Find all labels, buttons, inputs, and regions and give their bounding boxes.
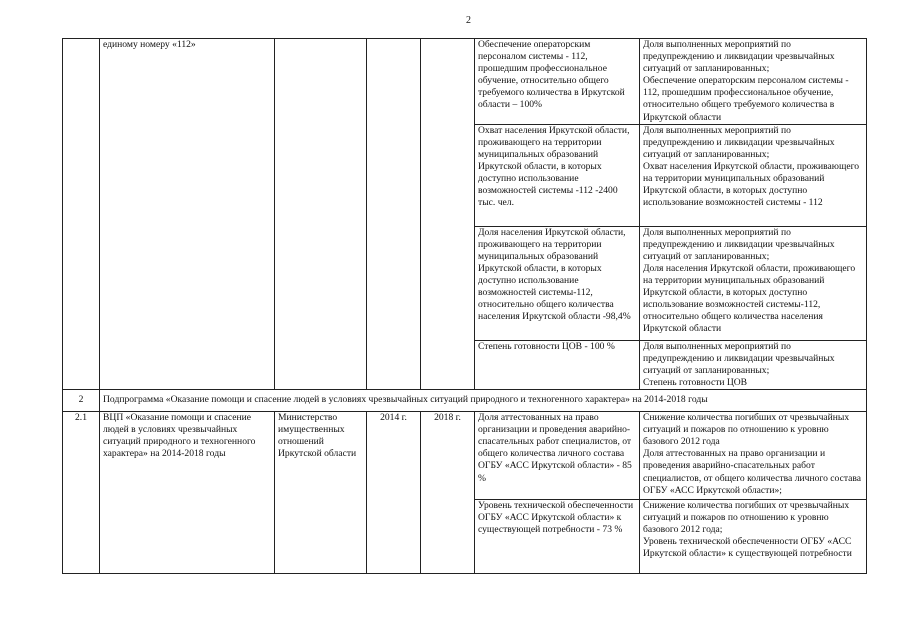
page-number: 2 — [466, 15, 471, 26]
table-row — [63, 39, 867, 125]
result-cell: Доля выполненных мероприятий по предупреждению и ликвидации чрезвычайных ситуаций от запланированных; Обеспечение операторским персоналом системы - 112, прошедшим профессиональное обучение, относительно общего требуемого количества в Иркутской области — [640, 39, 867, 125]
indicator-cell: Обеспечение операторским персоналом системы - 112, прошедшим профессиональное обучение, относительно общего требуемого количества в Иркутской области – 100% — [475, 39, 640, 125]
executor-cell — [275, 39, 367, 390]
name-cell: единому номеру «112» — [100, 39, 275, 390]
num-cell: 2 — [63, 390, 100, 412]
program-table — [62, 38, 867, 574]
indicator-cell: Уровень технической обеспеченности ОГБУ «АСС Иркутской области» к существующей потребности - 73 % — [475, 500, 640, 574]
end-cell — [421, 39, 475, 390]
table-row — [63, 412, 867, 500]
executor-cell: Министерство имущественных отношений Иркутской области — [275, 412, 367, 574]
end-cell: 2018 г. — [421, 412, 475, 574]
indicator-cell: Охват населения Иркутской области, проживающего на территории муниципальных образований Иркутской области, в которых доступно использование возможностей системы -112 -2400 тыс. чел. — [475, 124, 640, 226]
num-cell — [63, 39, 100, 390]
name-cell: ВЦП «Оказание помощи и спасение людей в условиях чрезвычайных ситуаций природного и техногенного характера» на 2014-2018 годы — [100, 412, 275, 574]
num-cell: 2.1 — [63, 412, 100, 574]
indicator-cell: Доля населения Иркутской области, проживающего на территории муниципальных образований Иркутской области, в которых доступно использование возможностей системы-112, относительно общего количества населения Иркутской области -98,4% — [475, 226, 640, 340]
result-cell: Снижение количества погибших от чрезвычайных ситуаций и пожаров по отношению к уровню базового 2012 года Доля аттестованных на право организации и проведения аварийно-спасательных работ специалистов, от общего количества личного состава ОГБУ «АСС Иркутской области»; — [640, 412, 867, 500]
subprogram-title: Подпрограмма «Оказание помощи и спасение людей в условиях чрезвычайных ситуаций природного и техногенного характера» на 2014-2018 годы — [100, 390, 867, 412]
indicator-cell: Доля аттестованных на право организации и проведения аварийно-спасательных работ специалистов, от общего количества личного состава ОГБУ «АСС Иркутской области» - 85 % — [475, 412, 640, 500]
result-cell: Снижение количества погибших от чрезвычайных ситуаций и пожаров по отношению к уровню базового 2012 года; Уровень технической обеспеченности ОГБУ «АСС Иркутской области» к существующей потребности — [640, 500, 867, 574]
start-cell: 2014 г. — [367, 412, 421, 574]
result-cell: Доля выполненных мероприятий по предупреждению и ликвидации чрезвычайных ситуаций от запланированных; Охват населения Иркутской области, проживающего на территории муниципальных образований Иркутской области, в которых доступно использование возможностей системы - 112 — [640, 124, 867, 226]
subprogram-row — [63, 390, 867, 412]
result-cell: Доля выполненных мероприятий по предупреждению и ликвидации чрезвычайных ситуаций от запланированных; Степень готовности ЦОВ — [640, 340, 867, 389]
result-cell: Доля выполненных мероприятий по предупреждению и ликвидации чрезвычайных ситуаций от запланированных; Доля населения Иркутской области, проживающего на территории муниципальных образований Иркутской области, в которых доступно использование возможностей системы-112, относительно общего количества населения Иркутской области — [640, 226, 867, 340]
start-cell — [367, 39, 421, 390]
indicator-cell: Степень готовности ЦОВ - 100 % — [475, 340, 640, 389]
